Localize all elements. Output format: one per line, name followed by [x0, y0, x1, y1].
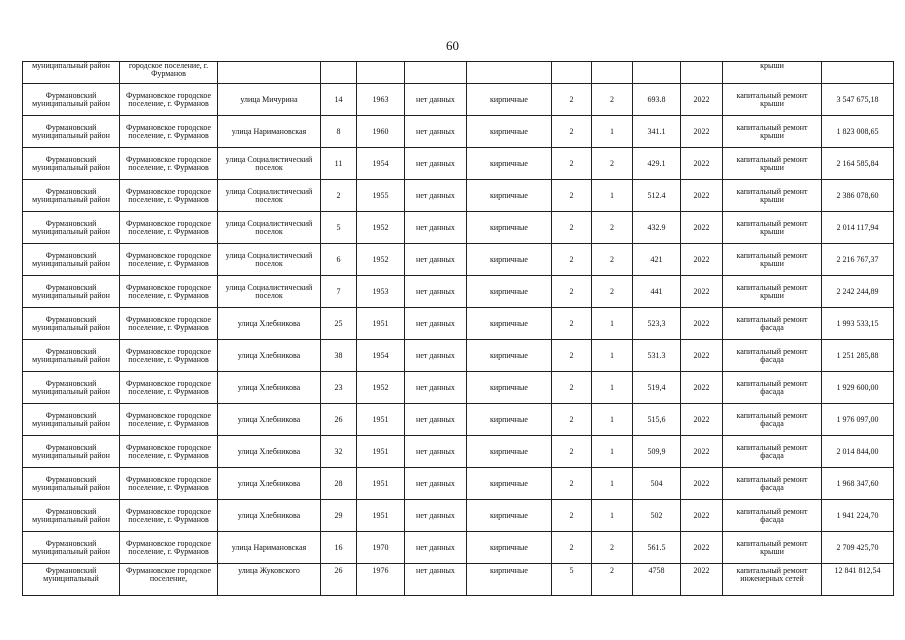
cell-status: нет данных [405, 340, 467, 372]
cell-cost: 2 216 767,37 [822, 244, 894, 276]
cell-material [467, 62, 552, 84]
cell-street: улица Социалистический поселок [218, 244, 321, 276]
cell-plan-year [681, 62, 723, 84]
cell-street: улица Социалистический поселок [218, 180, 321, 212]
cell-year: 1951 [357, 500, 405, 532]
cell-material: кирпичные [467, 276, 552, 308]
cell-status [405, 62, 467, 84]
cell-cost: 1 251 285,88 [822, 340, 894, 372]
cell-settlement: Фурмановское городское поселение, г. Фурманов [120, 84, 218, 116]
cell-area: 4758 [633, 564, 681, 596]
cell-material: кирпичные [467, 308, 552, 340]
cell-material: кирпичные [467, 212, 552, 244]
cell-street [218, 62, 321, 84]
cell-area: 421 [633, 244, 681, 276]
cell-settlement: Фурмановское городское поселение, г. Фурманов [120, 244, 218, 276]
cell-street: улица Хлебникова [218, 500, 321, 532]
cell-material: кирпичные [467, 180, 552, 212]
table-row-continued [23, 62, 894, 84]
table-row [23, 276, 894, 308]
cell-plan-year: 2022 [681, 468, 723, 500]
cell-entrances: 2 [592, 84, 633, 116]
cell-plan-year: 2022 [681, 532, 723, 564]
cell-district: Фурмановский муниципальный район [23, 372, 120, 404]
cell-work: капитальный ремонт фасада [723, 308, 822, 340]
cell-entrances [592, 62, 633, 84]
cell-year: 1951 [357, 436, 405, 468]
cell-entrances: 1 [592, 468, 633, 500]
table-row [23, 436, 894, 468]
cell-status: нет данных [405, 116, 467, 148]
cell-year: 1952 [357, 212, 405, 244]
cell-status: нет данных [405, 84, 467, 116]
cell-entrances: 1 [592, 308, 633, 340]
cell-cost: 1 823 008,65 [822, 116, 894, 148]
cell-material: кирпичные [467, 436, 552, 468]
cell-plan-year: 2022 [681, 180, 723, 212]
table-row [23, 212, 894, 244]
cell-plan-year: 2022 [681, 436, 723, 468]
cell-settlement: Фурмановское городское поселение, г. Фурманов [120, 532, 218, 564]
table-row [23, 404, 894, 436]
cell-year [357, 62, 405, 84]
cell-district: Фурмановский муниципальный район [23, 116, 120, 148]
cell-plan-year: 2022 [681, 116, 723, 148]
cell-area: 432.9 [633, 212, 681, 244]
cell-cost: 2 242 244,89 [822, 276, 894, 308]
cell-settlement: Фурмановское городское поселение, г. Фурманов [120, 372, 218, 404]
cell-cost [822, 62, 894, 84]
cell-entrances: 1 [592, 500, 633, 532]
page-number: 60 [446, 38, 459, 53]
cell-area: 429.1 [633, 148, 681, 180]
cell-plan-year: 2022 [681, 84, 723, 116]
cell-year: 1954 [357, 148, 405, 180]
cell-district: Фурмановский муниципальный район [23, 340, 120, 372]
cell-cost: 2 014 844,00 [822, 436, 894, 468]
cell-year: 1951 [357, 468, 405, 500]
cell-status: нет данных [405, 180, 467, 212]
cell-status: нет данных [405, 500, 467, 532]
cell-entrances: 2 [592, 532, 633, 564]
cell-floors: 2 [552, 180, 592, 212]
cell-floors: 5 [552, 564, 592, 596]
cell-house: 25 [321, 308, 357, 340]
cell-work: капитальный ремонт фасада [723, 436, 822, 468]
cell-floors: 2 [552, 500, 592, 532]
cell-year: 1952 [357, 244, 405, 276]
cell-street: улица Наримановская [218, 116, 321, 148]
cell-work: капитальный ремонт крыши [723, 116, 822, 148]
cell-cost: 1 941 224,70 [822, 500, 894, 532]
cell-work: капитальный ремонт фасада [723, 372, 822, 404]
cell-work: крыши [723, 62, 822, 84]
cell-street: улица Хлебникова [218, 468, 321, 500]
cell-year: 1976 [357, 564, 405, 596]
cell-material: кирпичные [467, 372, 552, 404]
cell-material: кирпичные [467, 500, 552, 532]
cell-floors: 2 [552, 308, 592, 340]
cell-status: нет данных [405, 564, 467, 596]
cell-status: нет данных [405, 148, 467, 180]
cell-settlement: Фурмановское городское поселение, г. Фурманов [120, 180, 218, 212]
cell-area: 693.8 [633, 84, 681, 116]
cell-plan-year: 2022 [681, 212, 723, 244]
cell-settlement: Фурмановское городское поселение, г. Фурманов [120, 148, 218, 180]
cell-year: 1953 [357, 276, 405, 308]
cell-material: кирпичные [467, 532, 552, 564]
cell-cost: 12 841 812,54 [822, 564, 894, 596]
cell-cost: 2 014 117,94 [822, 212, 894, 244]
cell-street: улица Жуковского [218, 564, 321, 596]
cell-district: Фурмановский муниципальный район [23, 276, 120, 308]
table-row [23, 84, 894, 116]
cell-work: капитальный ремонт крыши [723, 212, 822, 244]
cell-house: 2 [321, 180, 357, 212]
cell-area: 502 [633, 500, 681, 532]
cell-street: улица Мичурина [218, 84, 321, 116]
cell-area: 561.5 [633, 532, 681, 564]
cell-cost: 1 929 600,00 [822, 372, 894, 404]
cell-entrances: 1 [592, 116, 633, 148]
table-row [23, 148, 894, 180]
cell-plan-year: 2022 [681, 308, 723, 340]
cell-house: 11 [321, 148, 357, 180]
cell-settlement: Фурмановское городское поселение, г. Фурманов [120, 468, 218, 500]
cell-entrances: 2 [592, 564, 633, 596]
cell-area: 504 [633, 468, 681, 500]
cell-settlement: Фурмановское городское поселение, г. Фурманов [120, 276, 218, 308]
cell-floors: 2 [552, 468, 592, 500]
cell-year: 1951 [357, 404, 405, 436]
cell-status: нет данных [405, 308, 467, 340]
cell-area: 509,9 [633, 436, 681, 468]
cell-year: 1970 [357, 532, 405, 564]
cell-plan-year: 2022 [681, 372, 723, 404]
cell-year: 1963 [357, 84, 405, 116]
cell-house [321, 62, 357, 84]
cell-settlement: Фурмановское городское поселение, г. Фурманов [120, 212, 218, 244]
cell-settlement: Фурмановское городское поселение, г. Фурманов [120, 404, 218, 436]
cell-floors: 2 [552, 244, 592, 276]
table-row [23, 372, 894, 404]
cell-floors: 2 [552, 116, 592, 148]
cell-work: капитальный ремонт крыши [723, 532, 822, 564]
cell-year: 1955 [357, 180, 405, 212]
cell-entrances: 2 [592, 276, 633, 308]
cell-street: улица Социалистический поселок [218, 276, 321, 308]
table-row [23, 564, 894, 596]
cell-status: нет данных [405, 244, 467, 276]
cell-status: нет данных [405, 276, 467, 308]
cell-house: 28 [321, 468, 357, 500]
cell-house: 6 [321, 244, 357, 276]
cell-plan-year: 2022 [681, 148, 723, 180]
cell-work: капитальный ремонт инженерных сетей [723, 564, 822, 596]
cell-street: улица Хлебникова [218, 372, 321, 404]
table-row [23, 500, 894, 532]
cell-cost: 1 993 533,15 [822, 308, 894, 340]
cell-plan-year: 2022 [681, 244, 723, 276]
cell-district: Фурмановский муниципальный район [23, 308, 120, 340]
cell-work: капитальный ремонт фасада [723, 340, 822, 372]
cell-house: 16 [321, 532, 357, 564]
table-row [23, 340, 894, 372]
cell-area: 341.1 [633, 116, 681, 148]
cell-street: улица Социалистический поселок [218, 148, 321, 180]
cell-plan-year: 2022 [681, 404, 723, 436]
cell-area: 531.3 [633, 340, 681, 372]
cell-area: 512.4 [633, 180, 681, 212]
cell-work: капитальный ремонт крыши [723, 276, 822, 308]
cell-status: нет данных [405, 212, 467, 244]
cell-area: 515,6 [633, 404, 681, 436]
cell-street: улица Хлебникова [218, 436, 321, 468]
cell-street: улица Наримановская [218, 532, 321, 564]
cell-status: нет данных [405, 404, 467, 436]
cell-house: 7 [321, 276, 357, 308]
cell-district: Фурмановский муниципальный район [23, 436, 120, 468]
cell-house: 14 [321, 84, 357, 116]
cell-district: Фурмановский муниципальный район [23, 148, 120, 180]
cell-entrances: 1 [592, 436, 633, 468]
cell-year: 1960 [357, 116, 405, 148]
cell-settlement: Фурмановское городское поселение, [120, 564, 218, 596]
cell-house: 26 [321, 564, 357, 596]
cell-work: капитальный ремонт крыши [723, 244, 822, 276]
cell-work: капитальный ремонт крыши [723, 84, 822, 116]
cell-house: 26 [321, 404, 357, 436]
cell-district: Фурмановский муниципальный район [23, 180, 120, 212]
cell-plan-year: 2022 [681, 564, 723, 596]
cell-work: капитальный ремонт крыши [723, 180, 822, 212]
cell-material: кирпичные [467, 340, 552, 372]
cell-entrances: 2 [592, 148, 633, 180]
table-row [23, 308, 894, 340]
cell-house: 29 [321, 500, 357, 532]
cell-floors [552, 62, 592, 84]
cell-district: Фурмановский муниципальный район [23, 500, 120, 532]
cell-floors: 2 [552, 436, 592, 468]
cell-material: кирпичные [467, 404, 552, 436]
cell-district: Фурмановский муниципальный район [23, 404, 120, 436]
cell-year: 1951 [357, 308, 405, 340]
cell-status: нет данных [405, 372, 467, 404]
cell-area: 519,4 [633, 372, 681, 404]
cell-plan-year: 2022 [681, 340, 723, 372]
cell-status: нет данных [405, 468, 467, 500]
cell-work: капитальный ремонт фасада [723, 404, 822, 436]
cell-material: кирпичные [467, 468, 552, 500]
cell-floors: 2 [552, 372, 592, 404]
cell-plan-year: 2022 [681, 500, 723, 532]
cell-entrances: 1 [592, 404, 633, 436]
cell-area: 441 [633, 276, 681, 308]
cell-district: Фурмановский муниципальный [23, 564, 120, 596]
cell-area: 523,3 [633, 308, 681, 340]
cell-floors: 2 [552, 148, 592, 180]
cell-district: Фурмановский муниципальный район [23, 532, 120, 564]
table-row [23, 180, 894, 212]
cell-status: нет данных [405, 436, 467, 468]
cell-street: улица Хлебникова [218, 340, 321, 372]
cell-work: капитальный ремонт фасада [723, 468, 822, 500]
cell-settlement: Фурмановское городское поселение, г. Фурманов [120, 340, 218, 372]
cell-cost: 2 386 078,60 [822, 180, 894, 212]
cell-house: 38 [321, 340, 357, 372]
cell-street: улица Социалистический поселок [218, 212, 321, 244]
cell-cost: 1 968 347,60 [822, 468, 894, 500]
cell-cost: 3 547 675,18 [822, 84, 894, 116]
cell-district: Фурмановский муниципальный район [23, 468, 120, 500]
cell-cost: 2 709 425,70 [822, 532, 894, 564]
cell-year: 1954 [357, 340, 405, 372]
cell-cost: 2 164 585,84 [822, 148, 894, 180]
cell-floors: 2 [552, 532, 592, 564]
cell-street: улица Хлебникова [218, 404, 321, 436]
cell-entrances: 2 [592, 212, 633, 244]
table-row [23, 116, 894, 148]
cell-floors: 2 [552, 404, 592, 436]
cell-status: нет данных [405, 532, 467, 564]
cell-entrances: 1 [592, 372, 633, 404]
cell-work: капитальный ремонт крыши [723, 148, 822, 180]
cell-entrances: 1 [592, 180, 633, 212]
cell-settlement: Фурмановское городское поселение, г. Фурманов [120, 436, 218, 468]
cell-district: Фурмановский муниципальный район [23, 244, 120, 276]
cell-floors: 2 [552, 212, 592, 244]
cell-material: кирпичные [467, 244, 552, 276]
cell-settlement: городское поселение, г. Фурманов [120, 62, 218, 84]
housing-repair-table [22, 61, 894, 596]
cell-material: кирпичные [467, 564, 552, 596]
cell-floors: 2 [552, 84, 592, 116]
cell-settlement: Фурмановское городское поселение, г. Фурманов [120, 308, 218, 340]
table-row [23, 468, 894, 500]
cell-cost: 1 976 097,00 [822, 404, 894, 436]
cell-settlement: Фурмановское городское поселение, г. Фурманов [120, 116, 218, 148]
cell-district: муниципальный район [23, 62, 120, 84]
table-row [23, 244, 894, 276]
cell-house: 32 [321, 436, 357, 468]
cell-district: Фурмановский муниципальный район [23, 212, 120, 244]
cell-work: капитальный ремонт фасада [723, 500, 822, 532]
cell-material: кирпичные [467, 116, 552, 148]
cell-house: 5 [321, 212, 357, 244]
cell-area [633, 62, 681, 84]
cell-material: кирпичные [467, 84, 552, 116]
cell-floors: 2 [552, 276, 592, 308]
cell-entrances: 2 [592, 244, 633, 276]
cell-house: 23 [321, 372, 357, 404]
cell-year: 1952 [357, 372, 405, 404]
cell-floors: 2 [552, 340, 592, 372]
table-row [23, 532, 894, 564]
cell-settlement: Фурмановское городское поселение, г. Фурманов [120, 500, 218, 532]
cell-street: улица Хлебникова [218, 308, 321, 340]
cell-district: Фурмановский муниципальный район [23, 84, 120, 116]
cell-material: кирпичные [467, 148, 552, 180]
cell-plan-year: 2022 [681, 276, 723, 308]
cell-house: 8 [321, 116, 357, 148]
cell-entrances: 1 [592, 340, 633, 372]
